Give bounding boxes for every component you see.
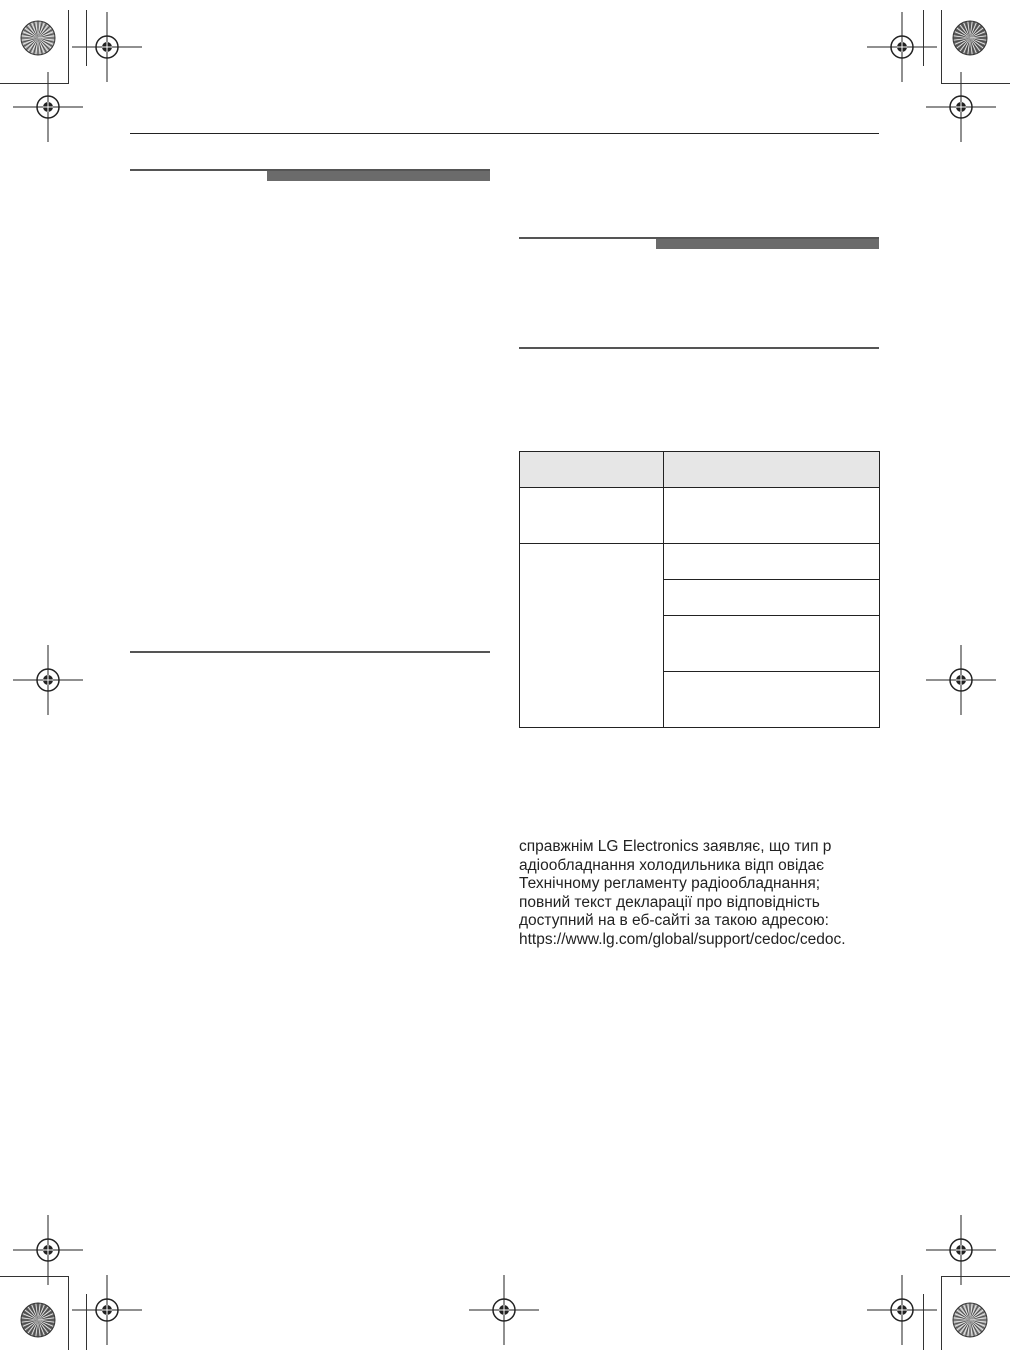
spec-table: [519, 451, 880, 728]
crosshair-target-icon: [926, 645, 996, 715]
crop-mark: [941, 10, 942, 84]
table-header-cell: [663, 452, 879, 488]
right-section-header: [519, 237, 879, 249]
color-wheel-icon: [18, 1300, 58, 1340]
crop-mark: [86, 1294, 87, 1350]
table-cell: [663, 672, 879, 728]
crosshair-target-icon: [72, 1275, 142, 1345]
table-cell: [520, 544, 664, 728]
color-wheel-icon: [18, 18, 58, 58]
declaration-line: Технічному регламенту радіообладнання;: [519, 875, 821, 893]
table-row: [520, 544, 880, 580]
table-cell: [520, 488, 664, 544]
right-section-divider: [519, 347, 879, 349]
left-section-divider: [130, 651, 490, 653]
crosshair-target-icon: [13, 645, 83, 715]
page-top-rule: [130, 133, 879, 134]
left-section-header: [130, 169, 490, 181]
crop-mark: [68, 1276, 69, 1350]
declaration-line: повний текст декларації про відповідність: [519, 893, 820, 911]
left-section-header-bar: [267, 171, 490, 181]
table-cell: [663, 488, 879, 544]
crop-mark: [0, 1276, 69, 1277]
crop-mark: [941, 1276, 942, 1350]
table-header-cell: [520, 452, 664, 488]
crop-mark: [68, 10, 69, 84]
table-cell: [663, 580, 879, 616]
declaration-line: https://www.lg.com/global/support/cedoc/cedoc.: [519, 930, 846, 948]
crop-mark: [0, 83, 69, 84]
table-header-row: [520, 452, 880, 488]
crop-mark: [941, 83, 1010, 84]
table-cell: [663, 544, 879, 580]
color-wheel-icon: [950, 18, 990, 58]
declaration-line: справжнім LG Electronics заявляє, що тип р: [519, 838, 832, 855]
right-section-header-bar: [656, 239, 879, 249]
crop-mark: [923, 1294, 924, 1350]
crop-mark: [941, 1276, 1010, 1277]
color-wheel-icon: [950, 1300, 990, 1340]
table-row: [520, 488, 880, 544]
table-cell: [663, 616, 879, 672]
crosshair-target-icon: [867, 1275, 937, 1345]
declaration-line: доступний на в еб-сайті за такою адресою:: [519, 912, 829, 930]
conformity-declaration: [519, 838, 899, 950]
crop-mark: [923, 10, 924, 66]
crop-mark: [86, 10, 87, 66]
crosshair-target-icon: [469, 1275, 539, 1345]
declaration-line: адіообладнання холодильника відп овідає: [519, 856, 824, 874]
